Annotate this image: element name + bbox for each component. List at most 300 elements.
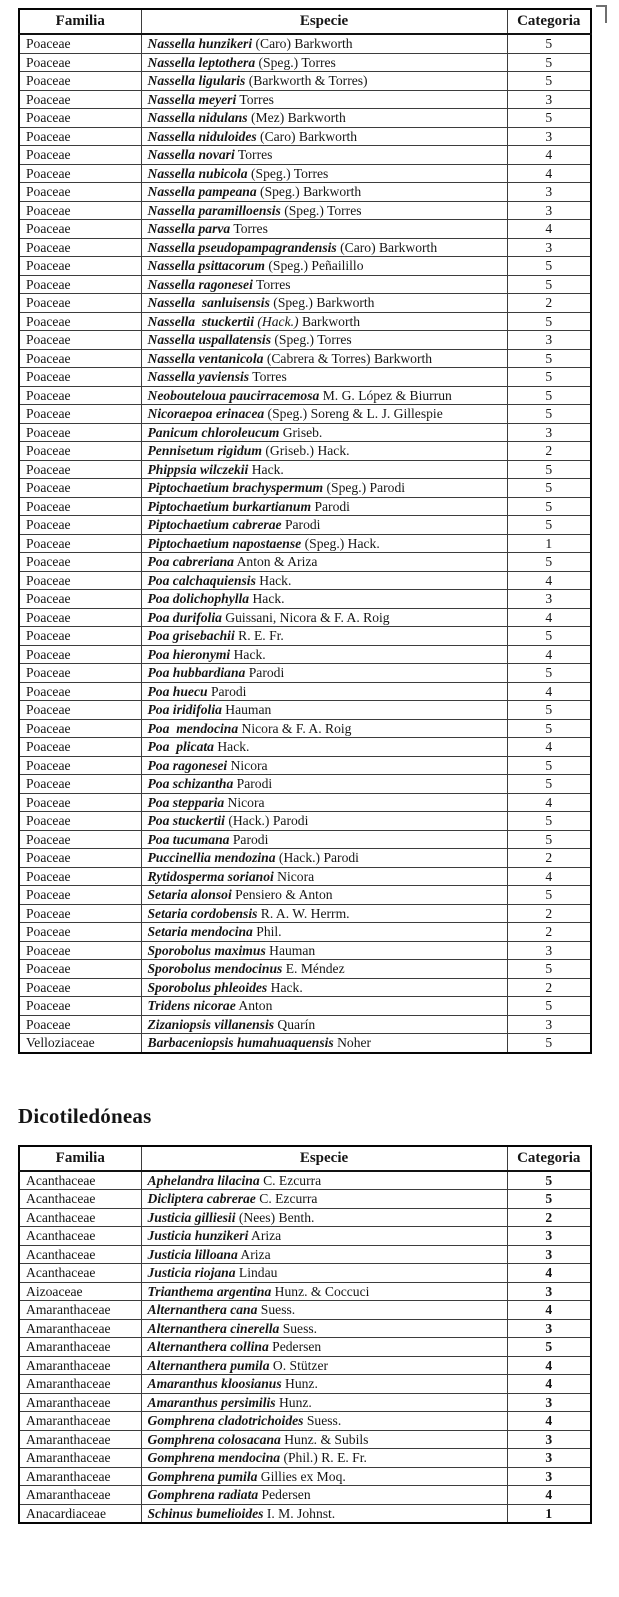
table-row xyxy=(19,1171,591,1190)
familia-cell: Poaceae xyxy=(19,294,141,313)
familia-cell: Poaceae xyxy=(19,516,141,535)
familia-cell: Poaceae xyxy=(19,90,141,109)
table-row xyxy=(19,1393,591,1412)
table-row xyxy=(19,645,591,664)
especie-cell xyxy=(141,812,507,831)
familia-cell: Poaceae xyxy=(19,238,141,257)
categoria-cell: 5 xyxy=(507,72,591,91)
categoria-cell: 4 xyxy=(507,1412,591,1431)
categoria-cell: 3 xyxy=(507,1015,591,1034)
categoria-cell: 5 xyxy=(507,34,591,53)
species-name-segment: (Speg.) Parodi xyxy=(323,480,406,495)
table-row xyxy=(19,1486,591,1505)
especie-cell xyxy=(141,1430,507,1449)
categoria-cell: 5 xyxy=(507,275,591,294)
categoria-cell: 5 xyxy=(507,701,591,720)
familia-cell: Acanthaceae xyxy=(19,1264,141,1283)
especie-cell xyxy=(141,904,507,923)
table-row xyxy=(19,109,591,128)
especie-cell xyxy=(141,497,507,516)
especie-cell xyxy=(141,109,507,128)
table-row xyxy=(19,534,591,553)
especie-cell xyxy=(141,1319,507,1338)
table-row xyxy=(19,1015,591,1034)
species-name-segment: Hack. xyxy=(213,739,250,754)
species-name-segment: Piptochaetium cabrerae xyxy=(147,517,282,532)
table-row xyxy=(19,90,591,109)
especie-cell xyxy=(141,1227,507,1246)
categoria-cell: 5 xyxy=(507,386,591,405)
table-row xyxy=(19,1034,591,1053)
species-name-segment: Noher xyxy=(333,1035,372,1050)
familia-cell: Aizoaceae xyxy=(19,1282,141,1301)
especie-cell xyxy=(141,1338,507,1357)
familia-cell: Amaranthaceae xyxy=(19,1467,141,1486)
species-name-segment: Piptochaetium brachyspermum xyxy=(147,480,324,495)
species-name-segment: Suess. xyxy=(257,1302,296,1317)
table-row xyxy=(19,72,591,91)
table-row xyxy=(19,793,591,812)
species-name-segment: Griseb. xyxy=(279,424,323,440)
familia-cell: Poaceae xyxy=(19,830,141,849)
species-name-segment: Aphelandra lilacina xyxy=(147,1172,260,1188)
monocots-species-table xyxy=(18,8,592,1054)
species-name-segment: Suess. xyxy=(303,1413,342,1428)
table-row xyxy=(19,516,591,535)
species-name-segment: (Griseb.) Hack. xyxy=(261,443,350,458)
categoria-cell: 2 xyxy=(507,1208,591,1227)
especie-cell xyxy=(141,257,507,276)
table-row xyxy=(19,257,591,276)
species-name-segment: Pensiero & Anton xyxy=(231,887,333,902)
species-name-segment: Setaria alonsoi xyxy=(147,887,232,902)
especie-cell xyxy=(141,1264,507,1283)
especie-cell xyxy=(141,1171,507,1190)
table-row xyxy=(19,312,591,331)
familia-cell: Poaceae xyxy=(19,53,141,72)
familia-cell: Poaceae xyxy=(19,867,141,886)
familia-cell: Poaceae xyxy=(19,368,141,387)
especie-cell xyxy=(141,627,507,646)
categoria-cell: 5 xyxy=(507,830,591,849)
especie-cell xyxy=(141,997,507,1016)
familia-cell: Poaceae xyxy=(19,257,141,276)
species-name-segment: Nassella nubicola xyxy=(147,165,248,181)
column-header-categoria: Categoria xyxy=(507,1146,591,1171)
species-name-segment: (Nees) Benth. xyxy=(235,1209,315,1225)
column-header-familia: Familia xyxy=(19,1146,141,1171)
categoria-cell: 3 xyxy=(507,423,591,442)
table-row xyxy=(19,830,591,849)
species-name-segment: Gomphrena radiata xyxy=(147,1487,259,1502)
table-row xyxy=(19,53,591,72)
species-name-segment: (Speg.) Barkworth xyxy=(256,184,362,199)
especie-cell xyxy=(141,1282,507,1301)
species-name-segment: Poa iridifolia xyxy=(147,702,222,717)
table-row xyxy=(19,571,591,590)
column-header-familia: Familia xyxy=(19,9,141,34)
species-name-segment: Anton xyxy=(235,998,273,1013)
species-name-segment: Hunz. xyxy=(275,1394,312,1410)
categoria-cell: 5 xyxy=(507,1190,591,1209)
familia-cell: Poaceae xyxy=(19,460,141,479)
especie-cell xyxy=(141,183,507,202)
familia-cell: Amaranthaceae xyxy=(19,1375,141,1394)
especie-cell xyxy=(141,34,507,53)
table-row xyxy=(19,1338,591,1357)
especie-cell xyxy=(141,275,507,294)
species-name-segment: Nassella pampeana xyxy=(147,184,257,199)
species-name-segment: Justicia lilloana xyxy=(147,1246,238,1262)
table-row xyxy=(19,1356,591,1375)
table-row xyxy=(19,904,591,923)
table-row xyxy=(19,978,591,997)
familia-cell: Amaranthaceae xyxy=(19,1301,141,1320)
species-name-segment: Nassella stuckertii xyxy=(147,313,254,329)
categoria-cell: 4 xyxy=(507,867,591,886)
familia-cell: Acanthaceae xyxy=(19,1227,141,1246)
species-name-segment: (Speg.) Peñailillo xyxy=(264,258,364,273)
species-name-segment: Nassella paramilloensis xyxy=(147,202,281,218)
categoria-cell: 5 xyxy=(507,756,591,775)
familia-cell: Amaranthaceae xyxy=(19,1449,141,1468)
familia-cell: Amaranthaceae xyxy=(19,1338,141,1357)
familia-cell: Poaceae xyxy=(19,664,141,683)
familia-cell: Velloziaceae xyxy=(19,1034,141,1053)
species-name-segment: Alternanthera cinerella xyxy=(147,1320,280,1336)
categoria-cell: 4 xyxy=(507,645,591,664)
categoria-cell: 4 xyxy=(507,608,591,627)
table-row xyxy=(19,923,591,942)
table-row xyxy=(19,1467,591,1486)
familia-cell: Poaceae xyxy=(19,645,141,664)
especie-cell xyxy=(141,738,507,757)
familia-cell: Poaceae xyxy=(19,886,141,905)
categoria-cell: 5 xyxy=(507,479,591,498)
familia-cell: Poaceae xyxy=(19,331,141,350)
species-name-segment: Nassella leptothera xyxy=(147,54,256,70)
table-row xyxy=(19,775,591,794)
categoria-cell: 5 xyxy=(507,497,591,516)
especie-cell xyxy=(141,756,507,775)
species-name-segment: (Caro) Barkworth xyxy=(256,128,358,144)
species-name-segment: Parodi xyxy=(311,498,350,514)
species-name-segment: Alternanthera pumila xyxy=(147,1357,270,1373)
categoria-cell: 5 xyxy=(507,812,591,831)
species-name-segment: C. Ezcurra xyxy=(259,1172,322,1188)
cursor-artifact xyxy=(596,5,607,23)
species-name-segment: Poa huecu xyxy=(147,683,208,699)
categoria-cell: 3 xyxy=(507,1227,591,1246)
familia-cell: Poaceae xyxy=(19,590,141,609)
especie-cell xyxy=(141,1356,507,1375)
species-name-segment: Anton & Ariza xyxy=(233,554,318,569)
table-row xyxy=(19,1430,591,1449)
especie-cell xyxy=(141,460,507,479)
especie-cell xyxy=(141,830,507,849)
categoria-cell: 5 xyxy=(507,960,591,979)
species-name-segment: Pedersen xyxy=(258,1487,311,1502)
section-heading-dicotiledoneas: Dicotiledóneas xyxy=(18,1103,152,1128)
familia-cell: Poaceae xyxy=(19,553,141,572)
table-row xyxy=(19,719,591,738)
dicots-species-table xyxy=(18,1145,592,1525)
table-row xyxy=(19,423,591,442)
categoria-cell: 2 xyxy=(507,849,591,868)
categoria-cell: 4 xyxy=(507,682,591,701)
especie-cell xyxy=(141,534,507,553)
species-name-segment: Torres xyxy=(252,276,291,292)
species-name-segment: Tridens nicorae xyxy=(147,998,236,1013)
categoria-cell: 5 xyxy=(507,886,591,905)
table-row xyxy=(19,1301,591,1320)
familia-cell: Acanthaceae xyxy=(19,1245,141,1264)
familia-cell: Poaceae xyxy=(19,701,141,720)
table-row xyxy=(19,664,591,683)
species-name-segment: Nassella ragonesei xyxy=(147,276,253,292)
table-row xyxy=(19,553,591,572)
species-name-segment: (Hack.) Parodi xyxy=(224,813,309,828)
species-name-segment: I. M. Johnst. xyxy=(263,1505,336,1521)
table-row xyxy=(19,1375,591,1394)
especie-cell xyxy=(141,793,507,812)
species-name-segment: (Speg.) Hack. xyxy=(301,535,380,551)
species-name-segment: Poa grisebachii xyxy=(147,628,235,643)
familia-cell: Poaceae xyxy=(19,793,141,812)
especie-cell xyxy=(141,312,507,331)
species-name-segment: Nicoraepoa erinacea xyxy=(147,406,265,421)
species-name-segment: Amaranthus persimilis xyxy=(147,1394,276,1410)
species-name-segment: Torres xyxy=(249,369,287,384)
species-name-segment: Torres xyxy=(230,221,268,236)
species-name-segment: (Caro) Barkworth xyxy=(252,36,353,51)
familia-cell: Poaceae xyxy=(19,775,141,794)
species-name-segment: Gomphrena pumila xyxy=(147,1468,258,1484)
especie-cell xyxy=(141,349,507,368)
species-name-segment: Hunz. & Subils xyxy=(280,1431,369,1447)
species-name-segment: Nicora xyxy=(227,757,268,773)
species-name-segment: Nicora xyxy=(224,794,265,810)
categoria-cell: 4 xyxy=(507,1301,591,1320)
species-name-segment: C. Ezcurra xyxy=(255,1191,318,1206)
header-row xyxy=(19,1146,591,1171)
categoria-cell: 4 xyxy=(507,164,591,183)
table-row xyxy=(19,756,591,775)
categoria-cell: 3 xyxy=(507,1319,591,1338)
especie-cell xyxy=(141,867,507,886)
categoria-cell: 3 xyxy=(507,1282,591,1301)
familia-cell: Poaceae xyxy=(19,1015,141,1034)
species-name-segment: Nassella novari xyxy=(147,147,235,162)
especie-cell xyxy=(141,960,507,979)
familia-cell: Poaceae xyxy=(19,941,141,960)
especie-cell xyxy=(141,201,507,220)
species-name-segment: Panicum chloroleucum xyxy=(147,424,280,440)
species-name-segment: Hack. xyxy=(230,646,266,662)
familia-cell: Anacardiaceae xyxy=(19,1504,141,1523)
species-name-segment: R. A. W. Herrm. xyxy=(257,905,350,921)
table-row xyxy=(19,164,591,183)
species-name-segment: Barkworth xyxy=(298,313,361,329)
familia-cell: Poaceae xyxy=(19,608,141,627)
categoria-cell: 5 xyxy=(507,257,591,276)
categoria-cell: 5 xyxy=(507,627,591,646)
header-row xyxy=(19,9,591,34)
categoria-cell: 3 xyxy=(507,90,591,109)
especie-cell xyxy=(141,645,507,664)
familia-cell: Poaceae xyxy=(19,960,141,979)
species-name-segment: Nassella psittacorum xyxy=(147,258,265,273)
table-row xyxy=(19,1412,591,1431)
especie-cell xyxy=(141,386,507,405)
species-name-segment: Poa plicata xyxy=(147,739,214,754)
especie-cell xyxy=(141,72,507,91)
especie-cell xyxy=(141,608,507,627)
categoria-cell: 4 xyxy=(507,1375,591,1394)
categoria-cell: 1 xyxy=(507,534,591,553)
categoria-cell: 5 xyxy=(507,312,591,331)
especie-cell xyxy=(141,849,507,868)
species-name-segment: Nassella nidulans xyxy=(147,110,248,125)
familia-cell: Poaceae xyxy=(19,386,141,405)
familia-cell: Poaceae xyxy=(19,72,141,91)
species-name-segment: Ariza xyxy=(237,1246,271,1262)
species-name-segment: Parodi xyxy=(233,776,273,791)
column-header-especie: Especie xyxy=(141,1146,507,1171)
species-name-segment: Barbaceniopsis humahuaquensis xyxy=(147,1035,334,1050)
categoria-cell: 5 xyxy=(507,1034,591,1053)
species-name-segment: Poa dolichophylla xyxy=(147,591,250,606)
familia-cell: Poaceae xyxy=(19,682,141,701)
familia-cell: Poaceae xyxy=(19,220,141,239)
table-row xyxy=(19,331,591,350)
familia-cell: Poaceae xyxy=(19,756,141,775)
species-name-segment: Hauman xyxy=(221,702,272,717)
table-row xyxy=(19,201,591,220)
species-name-segment: Nassella meyeri xyxy=(147,91,237,107)
species-name-segment: (Mez) Barkworth xyxy=(247,110,346,125)
especie-cell xyxy=(141,590,507,609)
table-row xyxy=(19,960,591,979)
species-name-segment: Justicia gilliesii xyxy=(147,1209,236,1225)
species-name-segment: Nassella ventanicola xyxy=(147,350,264,366)
categoria-cell: 4 xyxy=(507,1356,591,1375)
species-name-segment: Parodi xyxy=(245,665,285,680)
categoria-cell: 5 xyxy=(507,368,591,387)
species-name-segment: Ariza xyxy=(248,1228,282,1243)
especie-cell xyxy=(141,701,507,720)
categoria-cell: 5 xyxy=(507,997,591,1016)
species-name-segment: Torres xyxy=(236,91,274,107)
especie-cell xyxy=(141,1375,507,1394)
especie-cell xyxy=(141,1449,507,1468)
categoria-cell: 3 xyxy=(507,1430,591,1449)
species-name-segment: Hack. xyxy=(248,461,284,477)
species-name-segment: O. Stützer xyxy=(269,1357,329,1373)
species-name-segment: Alternanthera cana xyxy=(147,1302,258,1317)
species-name-segment: Phippsia wilczekii xyxy=(147,461,249,477)
especie-cell xyxy=(141,146,507,165)
familia-cell: Amaranthaceae xyxy=(19,1412,141,1431)
familia-cell: Poaceae xyxy=(19,127,141,146)
table-row xyxy=(19,386,591,405)
species-name-segment: Pennisetum rigidum xyxy=(147,443,262,458)
categoria-cell: 5 xyxy=(507,460,591,479)
familia-cell: Poaceae xyxy=(19,201,141,220)
dicots-table-header xyxy=(19,1146,591,1171)
familia-cell: Acanthaceae xyxy=(19,1190,141,1209)
especie-cell xyxy=(141,1504,507,1523)
familia-cell: Poaceae xyxy=(19,849,141,868)
especie-cell xyxy=(141,1190,507,1209)
table-row xyxy=(19,1282,591,1301)
categoria-cell: 2 xyxy=(507,923,591,942)
familia-cell: Acanthaceae xyxy=(19,1208,141,1227)
species-name-segment: Justicia riojana xyxy=(147,1265,236,1280)
species-name-segment: Zizaniopsis villanensis xyxy=(147,1016,275,1032)
especie-cell xyxy=(141,220,507,239)
species-name-segment: Nassella niduloides xyxy=(147,128,257,144)
species-name-segment: Suess. xyxy=(279,1320,318,1336)
table-row xyxy=(19,682,591,701)
table-row xyxy=(19,294,591,313)
species-name-segment: Nicora xyxy=(273,868,315,884)
dicots-table-body xyxy=(19,1171,591,1524)
table-row xyxy=(19,183,591,202)
familia-cell: Poaceae xyxy=(19,997,141,1016)
familia-cell: Acanthaceae xyxy=(19,1171,141,1190)
categoria-cell: 3 xyxy=(507,183,591,202)
species-name-segment: Poa ragonesei xyxy=(147,757,228,773)
especie-cell xyxy=(141,1034,507,1053)
categoria-cell: 3 xyxy=(507,1467,591,1486)
species-name-segment: (Speg.) Barkworth xyxy=(269,295,375,310)
species-name-segment: Piptochaetium napostaense xyxy=(147,535,302,551)
especie-cell xyxy=(141,553,507,572)
species-name-segment: Nassella uspallatensis xyxy=(147,332,271,347)
categoria-cell: 5 xyxy=(507,516,591,535)
species-name-segment: Setaria mendocina xyxy=(147,924,253,939)
table-row xyxy=(19,867,591,886)
categoria-cell: 4 xyxy=(507,1264,591,1283)
categoria-cell: 5 xyxy=(507,349,591,368)
categoria-cell: 5 xyxy=(507,553,591,572)
species-name-segment: Hack. xyxy=(255,572,292,588)
especie-cell xyxy=(141,405,507,424)
table-row xyxy=(19,479,591,498)
species-name-segment: Gomphrena colosacana xyxy=(147,1431,281,1447)
species-name-segment: Schinus bumelioides xyxy=(147,1505,264,1521)
familia-cell: Poaceae xyxy=(19,904,141,923)
familia-cell: Poaceae xyxy=(19,164,141,183)
species-name-segment: Hunz. xyxy=(281,1376,318,1391)
species-name-segment: Quarín xyxy=(274,1016,316,1032)
especie-cell xyxy=(141,1393,507,1412)
categoria-cell: 3 xyxy=(507,1449,591,1468)
table-row xyxy=(19,460,591,479)
especie-cell xyxy=(141,238,507,257)
table-row xyxy=(19,405,591,424)
categoria-cell: 2 xyxy=(507,442,591,461)
table-row xyxy=(19,1319,591,1338)
species-name-segment: Alternanthera collina xyxy=(147,1339,269,1354)
especie-cell xyxy=(141,978,507,997)
species-name-segment: Poa cabreriana xyxy=(147,554,234,569)
especie-cell xyxy=(141,1486,507,1505)
species-name-segment: Sporobolus maximus xyxy=(147,942,266,958)
species-name-segment: (Hack.) xyxy=(257,313,299,329)
species-name-segment: Pedersen xyxy=(268,1339,322,1354)
